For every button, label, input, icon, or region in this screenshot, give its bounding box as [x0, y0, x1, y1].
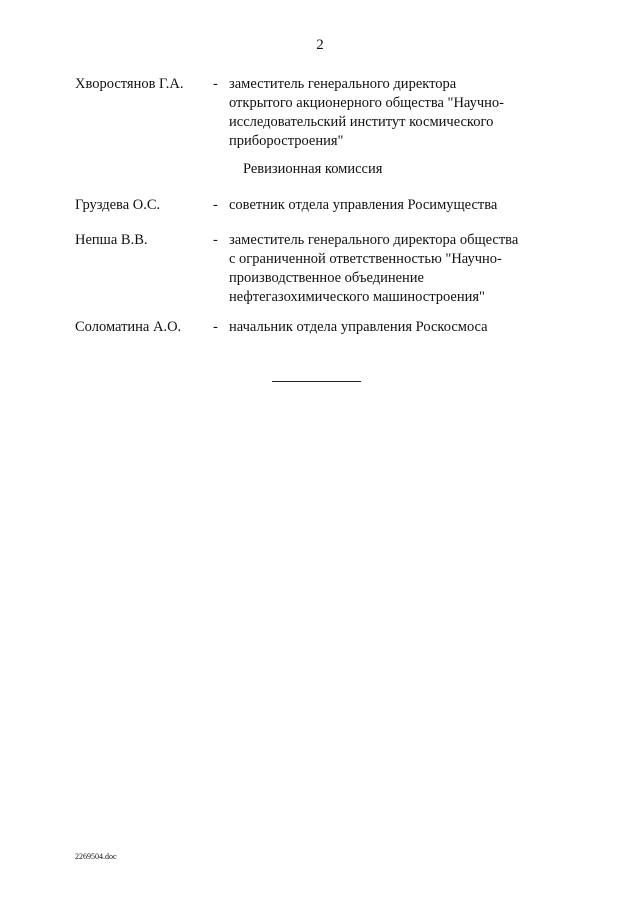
end-rule — [272, 381, 361, 382]
section-heading: Ревизионная комиссия — [243, 161, 383, 177]
dash-separator: - — [213, 319, 218, 335]
person-name: Хворостянов Г.А. — [75, 76, 184, 92]
position-line: заместитель генерального директора общества — [229, 232, 519, 248]
person-name: Непша В.В. — [75, 232, 148, 248]
person-name: Груздева О.С. — [75, 197, 161, 213]
person-position — [229, 318, 549, 337]
dash-separator: - — [213, 197, 218, 213]
page-number: 2 — [316, 37, 324, 53]
position-line: нефтегазохимического машиностроения" — [229, 289, 485, 305]
position-line: начальник отдела управления Роскосмоса — [229, 319, 488, 335]
document-filename: 2269504.doc — [75, 852, 117, 861]
position-line: производственное объединение — [229, 270, 424, 286]
position-line: с ограниченной ответственностью "Научно- — [229, 251, 502, 267]
position-line: открытого акционерного общества "Научно- — [229, 95, 505, 111]
dash-separator: - — [213, 232, 218, 248]
person-position — [229, 196, 549, 215]
person-position — [229, 75, 549, 151]
position-line: приборостроения" — [229, 133, 344, 149]
position-line: исследовательский институт космического — [229, 114, 494, 130]
position-line: советник отдела управления Росимущества — [229, 197, 498, 213]
person-name: Соломатина А.О. — [75, 319, 182, 335]
dash-separator: - — [213, 76, 218, 92]
person-position — [229, 231, 549, 307]
position-line: заместитель генерального директора — [229, 76, 457, 92]
